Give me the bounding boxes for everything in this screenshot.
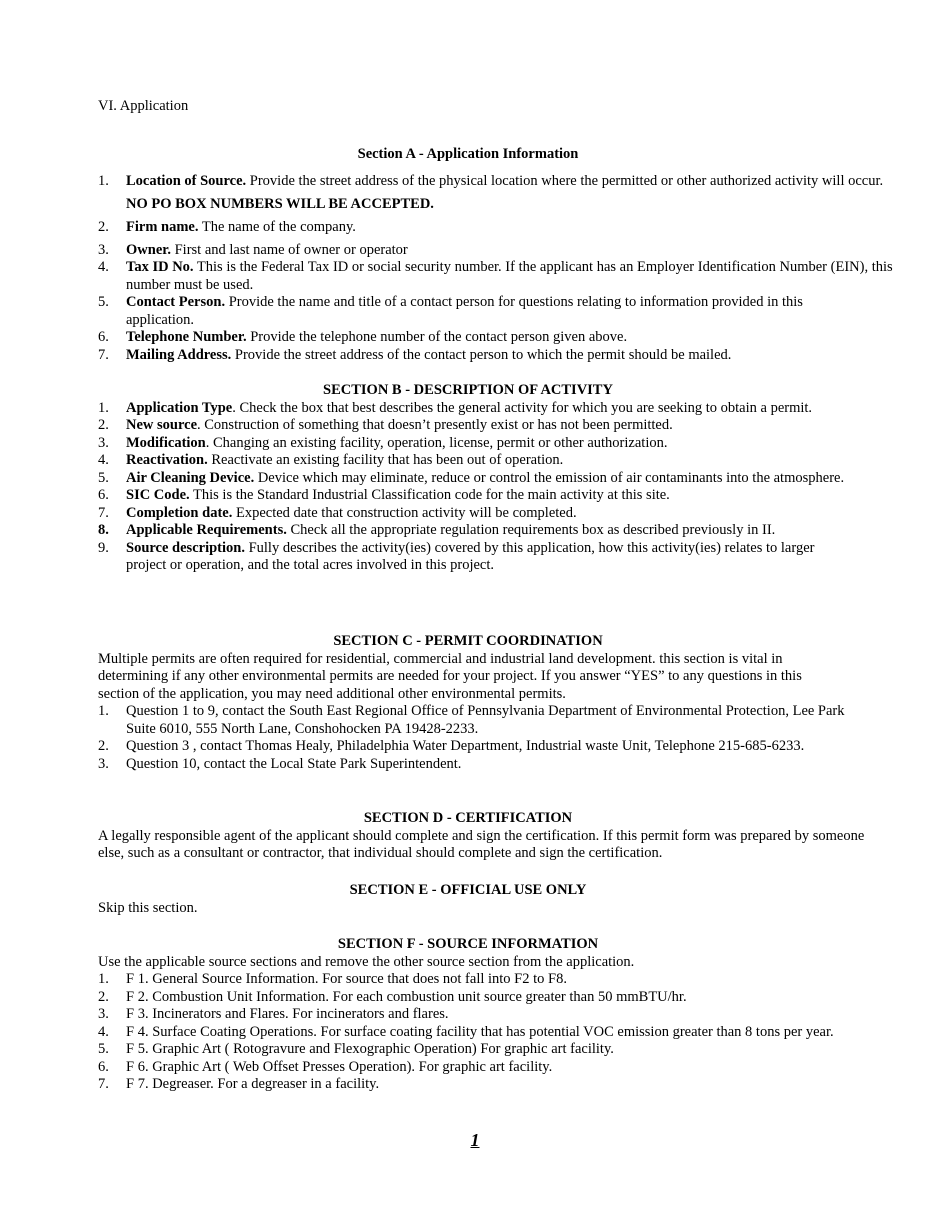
item-heading: Modification (126, 434, 206, 451)
section-b-item (98, 417, 898, 435)
section-b-item (98, 400, 826, 418)
section-b (98, 382, 898, 575)
item-heading: Mailing Address. (126, 346, 232, 363)
item-text: Fully describes the activity(ies) covered by this application, how this activity(ies) relates to larger project or operation, and the total acres involved in this project. (126, 539, 815, 573)
item-text: First and last name of owner or operator (170, 241, 408, 258)
item-number: 5. (98, 294, 109, 310)
item-text: Question 1 to 9, contact the South East Regional Office of Pennsylvania Department of Environmental Protection, Lee Park Suite 6010, 555 North Lane, Conshohocken PA 19428-2233. (126, 703, 845, 737)
section-c-item (98, 738, 836, 756)
item-number: 6. (98, 329, 109, 345)
section-f-title: SECTION F - SOURCE INFORMATION (337, 936, 599, 952)
section-a-item (98, 347, 898, 365)
section-b-title: SECTION B - DESCRIPTION OF ACTIVITY (323, 382, 613, 398)
page-number: 1 (470, 1130, 480, 1150)
section-a-item (98, 216, 898, 239)
item-heading: Air Cleaning Device. (126, 469, 255, 486)
section-f-item (98, 1041, 898, 1059)
item-text: F 2. Combustion Unit Information. For each combustion unit source greater than 50 mmBTU/hr. (126, 988, 687, 1005)
item-text: F 7. Degreaser. For a degreaser in a facility. (126, 1076, 380, 1092)
item-number: 1. (98, 971, 109, 987)
section-c-item (98, 703, 846, 738)
item-text: F 3. Incinerators and Flares. For incinerators and flares. (126, 1006, 449, 1022)
item-number: 7. (98, 1076, 109, 1092)
item-text: Question 10, contact the Local State Park Superintendent. (126, 755, 462, 772)
item-number: 6. (98, 1058, 109, 1075)
section-b-item (98, 540, 836, 575)
item-number: 2. (98, 218, 109, 235)
item-text: Provide the name and title of a contact person for questions relating to information provided in this application. (126, 294, 803, 328)
section-a-item (98, 242, 898, 260)
item-text: Expected date that construction activity will be completed. (232, 504, 577, 521)
section-c-intro: Multiple permits are often required for residential, commercial and industrial land development. this section is vital in determining if any other environmental permits are needed for your project. If you answer “YES” to any questions in this section of the application, you may need additional other environmental permits. (98, 650, 802, 702)
item-text: Device which may eliminate, reduce or control the emission of air contaminants into the atmosphere. (254, 469, 845, 486)
item-text: Provide the street address of the physical location where the permitted or other authorized activity will occur. (246, 172, 884, 189)
item-text: This is the Federal Tax ID or social security number. If the applicant has an Employer Identification Number (EIN), this number must be used. (126, 259, 893, 293)
item-number: 5. (98, 469, 109, 486)
item-number: 1. (98, 399, 109, 416)
item-text: This is the Standard Industrial Classification code for the main activity at this site. (189, 487, 670, 503)
item-text: F 5. Graphic Art ( Rotogravure and Flexographic Operation) For graphic art facility. (126, 1041, 614, 1057)
item-heading: SIC Code. (126, 487, 190, 503)
section-f-item (98, 989, 898, 1007)
section-f-item (98, 1076, 898, 1094)
section-c-item (98, 756, 898, 774)
section-e-title: SECTION E - OFFICIAL USE ONLY (349, 882, 587, 898)
item-text: Check all the appropriate regulation requirements box as described previously in II. (286, 522, 776, 538)
item-heading: Source description. (126, 539, 245, 556)
item-heading: Location of Source. (126, 172, 247, 189)
item-text: The name of the company. (198, 218, 356, 235)
item-text: . Construction of something that doesn’t presently exist or has not been permitted. (197, 417, 673, 433)
item-heading: Owner. (126, 241, 171, 258)
item-emphasis: NO PO BOX NUMBERS WILL BE ACCEPTED. (126, 195, 434, 212)
item-text: . Changing an existing facility, operation, license, permit or other authorization. (205, 434, 668, 451)
section-b-item (98, 487, 898, 505)
item-heading: New source (126, 417, 198, 433)
section-b-item (98, 435, 898, 453)
section-f-item (98, 1006, 898, 1024)
item-heading: Application Type (126, 399, 233, 416)
item-heading: Firm name. (126, 218, 199, 235)
section-a-item (98, 294, 846, 329)
item-text: Question 3 , contact Thomas Healy, Philadelphia Water Department, Industrial waste Unit, Telephone 215-685-6233. (126, 738, 805, 754)
item-number: 4. (98, 1023, 109, 1040)
item-text: F 1. General Source Information. For source that does not fall into F2 to F8. (126, 971, 567, 987)
section-b-item (98, 452, 898, 470)
section-f-item (98, 971, 898, 989)
section-a-title: Section A - Application Information (357, 146, 579, 162)
item-number: 2. (98, 417, 109, 433)
item-number: 4. (98, 259, 109, 275)
item-number: 4. (98, 452, 109, 468)
item-text: . Check the box that best describes the general activity for which you are seeking to obtain a permit. (232, 399, 813, 416)
section-a-item (98, 259, 898, 294)
item-number: 3. (98, 241, 109, 258)
item-text: F 6. Graphic Art ( Web Offset Presses Operation). For graphic art facility. (126, 1058, 553, 1075)
section-d-title: SECTION D - CERTIFICATION (363, 810, 573, 826)
item-number: 5. (98, 1041, 109, 1057)
item-heading: Telephone Number. (126, 329, 247, 345)
item-heading: Reactivation. (126, 452, 208, 468)
item-number: 2. (98, 738, 109, 754)
section-e (98, 882, 898, 917)
item-number: 3. (98, 755, 109, 772)
section-c (98, 633, 898, 773)
item-heading: Completion date. (126, 504, 233, 521)
item-heading: Applicable Requirements. (126, 522, 287, 538)
section-a-item (98, 170, 898, 216)
section-f-item (98, 1059, 898, 1077)
section-f-item (98, 1024, 898, 1042)
section-b-item (98, 505, 898, 523)
section-e-text: Skip this section. (98, 899, 198, 916)
item-number: 6. (98, 487, 109, 503)
section-f-intro: Use the applicable source sections and remove the other source section from the application. (98, 953, 635, 970)
item-heading: Tax ID No. (126, 259, 194, 275)
item-number: 7. (98, 346, 109, 363)
item-number: 3. (98, 1006, 109, 1022)
section-d-text: A legally responsible agent of the applicant should complete and sign the certification. If this permit form was prepared by someone else, such as a consultant or contractor, that individual should complete and sign the certification. (98, 827, 865, 861)
item-heading: Contact Person. (126, 294, 226, 310)
item-number: 1. (98, 172, 109, 189)
item-number: 9. (98, 539, 109, 556)
section-d (98, 810, 898, 863)
page-header: VI. Application (98, 98, 189, 114)
item-text: Provide the telephone number of the contact person given above. (246, 329, 628, 345)
item-text: F 4. Surface Coating Operations. For surface coating facility that has potential VOC emission greater than 8 tons per year. (126, 1023, 834, 1040)
item-number: 3. (98, 434, 109, 451)
section-b-item (98, 522, 898, 540)
section-b-item (98, 470, 856, 488)
section-f (98, 936, 898, 1094)
item-number: 7. (98, 504, 109, 521)
item-text: Provide the street address of the contact person to which the permit should be mailed. (231, 346, 732, 363)
section-c-title: SECTION C - PERMIT COORDINATION (333, 633, 603, 649)
item-number: 2. (98, 988, 109, 1005)
section-a (98, 146, 898, 364)
item-text: Reactivate an existing facility that has been out of operation. (207, 452, 564, 468)
item-number: 8. (98, 522, 109, 538)
section-a-item (98, 329, 898, 347)
item-number: 1. (98, 703, 109, 719)
